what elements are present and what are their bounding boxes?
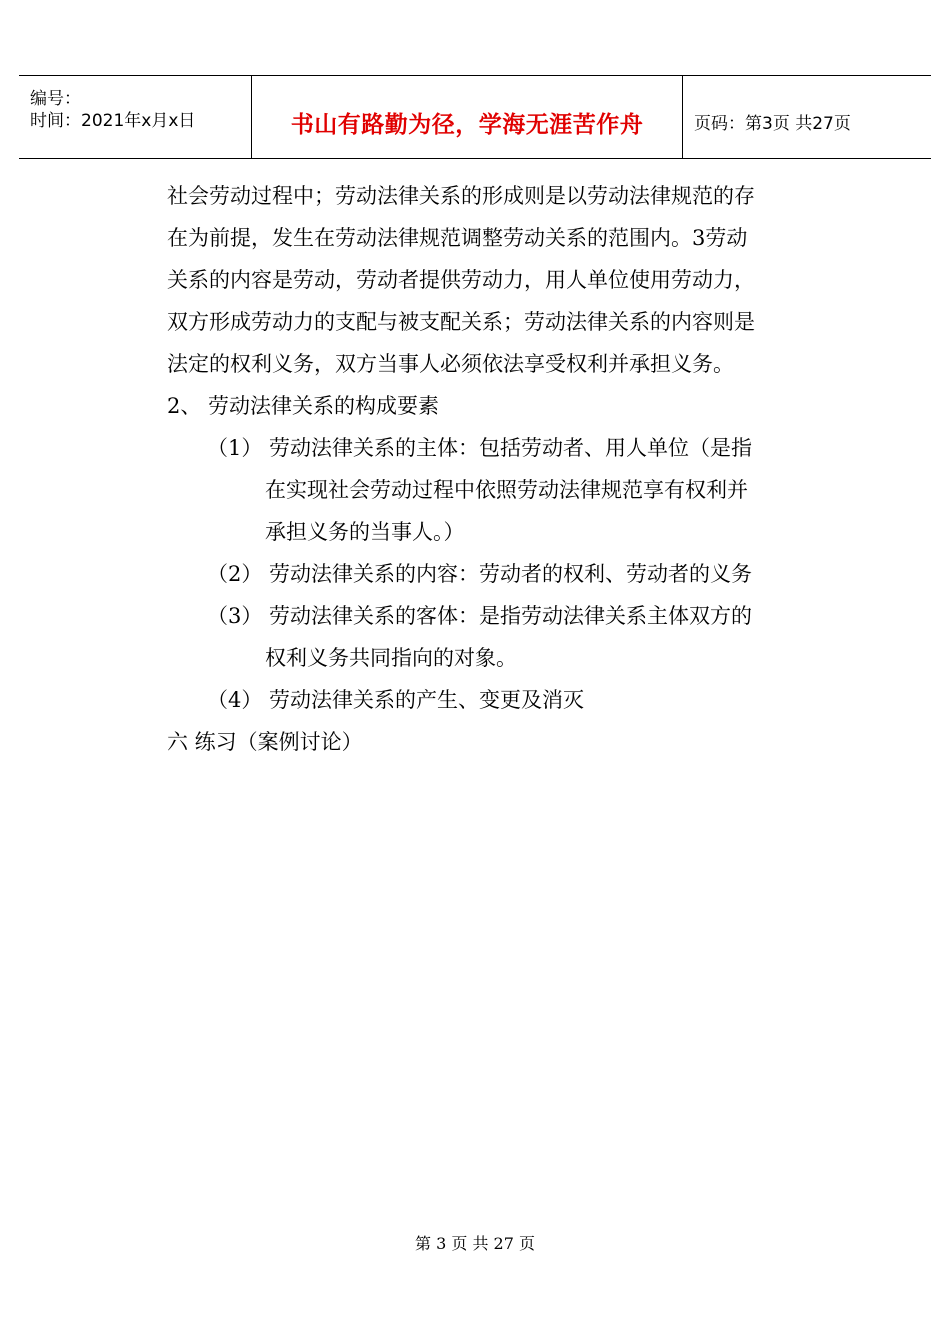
list-item: （3） 劳动法律关系的客体：是指劳动法律关系主体双方的: [207, 604, 753, 628]
paragraph-line: 社会劳动过程中；劳动法律关系的形成则是以劳动法律规范的存: [167, 184, 755, 208]
list-item: （2） 劳动法律关系的内容：劳动者的权利、劳动者的义务: [207, 562, 753, 586]
paragraph-line: 法定的权利义务，双方当事人必须依法享受权利并承担义务。: [167, 352, 734, 376]
header-middle-cell: [251, 76, 683, 158]
paragraph-line: 关系的内容是劳动，劳动者提供劳动力，用人单位使用劳动力，: [167, 268, 755, 292]
header-page-code: 页码：第3页 共27页: [694, 114, 851, 134]
page-header: [19, 75, 931, 159]
section-heading: 2、 劳动法律关系的构成要素: [167, 394, 440, 418]
header-left-cell: [19, 76, 251, 158]
list-item: （1） 劳动法律关系的主体：包括劳动者、用人单位（是指: [207, 436, 753, 460]
section-heading: 六 练习（案例讨论）: [167, 730, 363, 754]
page-footer: 第 3 页 共 27 页: [415, 1234, 535, 1253]
paragraph-line: 在为前提，发生在劳动法律规范调整劳动关系的范围内。3劳动: [167, 226, 748, 250]
list-item-continuation: 在实现社会劳动过程中依照劳动法律规范享有权利并: [265, 478, 748, 502]
list-item: （4） 劳动法律关系的产生、变更及消灭: [207, 688, 585, 712]
serial-number-label: 编号：: [30, 89, 81, 109]
date-label: 时间：2021年x月x日: [30, 111, 196, 131]
list-item-continuation: 承担义务的当事人。）: [265, 520, 465, 544]
paragraph-line: 双方形成劳动力的支配与被支配关系；劳动法律关系的内容则是: [167, 310, 755, 334]
header-right-cell: [682, 76, 931, 158]
list-item-continuation: 权利义务共同指向的对象。: [265, 646, 517, 670]
header-motto: 书山有路勤为径，学海无涯苦作舟: [290, 112, 644, 138]
